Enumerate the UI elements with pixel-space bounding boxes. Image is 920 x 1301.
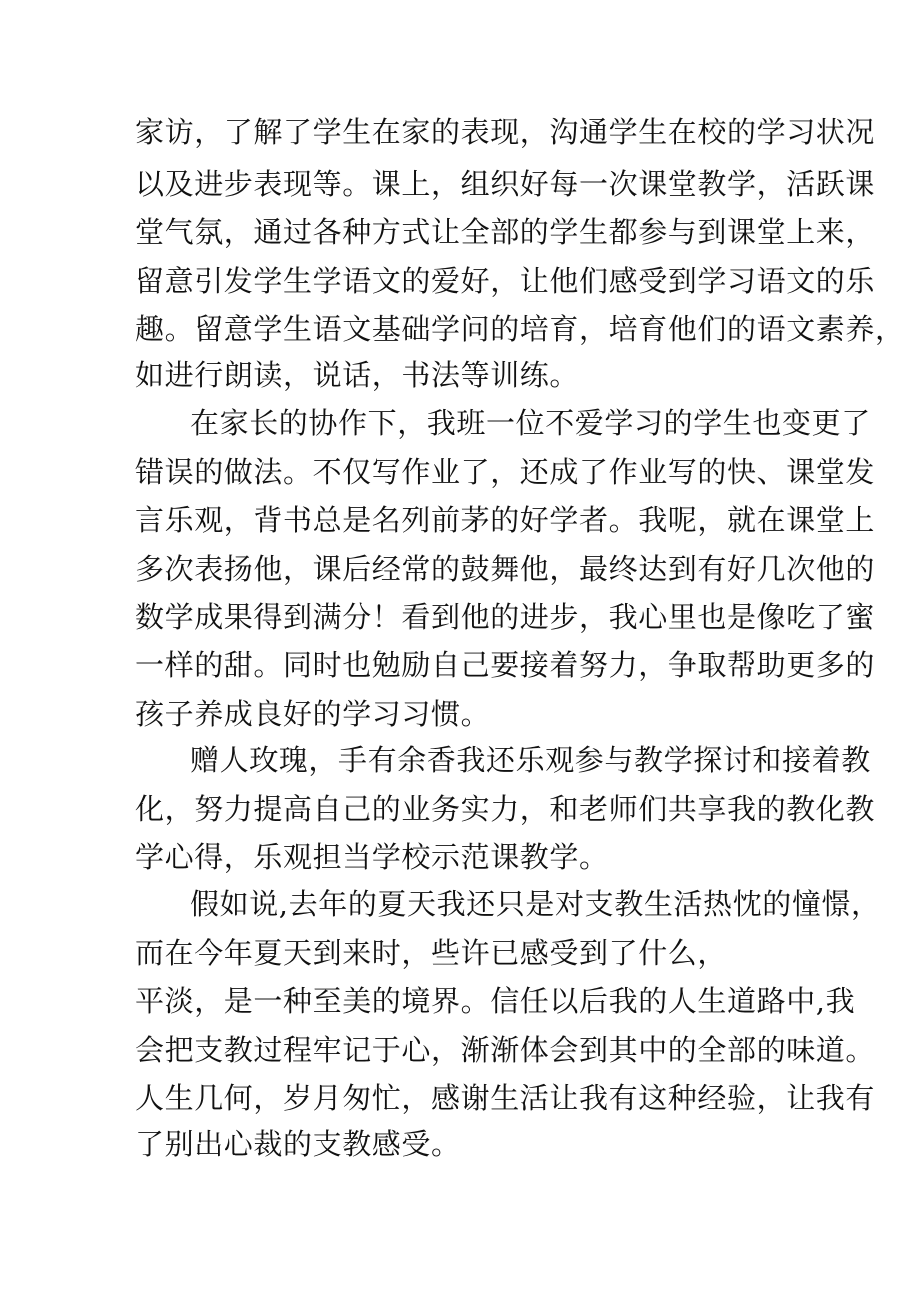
text-line: 而在今年夏天到来时，些许已感受到了什么，: [135, 936, 728, 970]
text-line: 数学成果得到满分！看到他的进步，我心里也是像吃了蜜: [135, 600, 876, 634]
paragraph-first-line: 在家长的协作下，我班一位不爱学习的学生也变更了: [190, 406, 871, 440]
text-line: 化，努力提高自己的业务实力，和老师们共享我的教化教: [135, 792, 876, 826]
text-line: 一样的甜。同时也勉励自己要接着努力，争取帮助更多的: [135, 648, 876, 682]
text-line: 留意引发学生学语文的爱好，让他们感受到学习语文的乐: [135, 264, 876, 298]
text-line: 以及进步表现等。课上，组织好每一次课堂教学，活跃课: [135, 167, 876, 201]
text-line: 堂气氛，通过各种方式让全部的学生都参与到课堂上来，: [135, 215, 876, 249]
paragraph-first-line: 假如说,去年的夏天我还只是对支教生活热忱的憧憬，: [190, 887, 881, 921]
text-line: 错误的做法。不仅写作业了，还成了作业写的快、课堂发: [135, 455, 876, 489]
text-line: 会把支教过程牢记于心，渐渐体会到其中的全部的味道。: [135, 1033, 876, 1067]
text-line: 如进行朗读，说话，书法等训练。: [135, 358, 580, 392]
paragraph-first-line: 赠人玫瑰，手有余香我还乐观参与教学探讨和接着教: [190, 743, 871, 777]
text-line: 了别出心裁的支教感受。: [135, 1127, 461, 1161]
text-line: 人生几何，岁月匆忙，感谢生活让我有这种经验，让我有: [135, 1081, 876, 1115]
text-line: 家访，了解了学生在家的表现，沟通学生在校的学习状况: [135, 115, 876, 149]
text-line: 平淡，是一种至美的境界。信任以后我的人生道路中,我: [135, 984, 856, 1018]
text-line: 趣。留意学生语文基础学问的培育，培育他们的语文素养，: [135, 312, 905, 346]
text-line: 言乐观，背书总是名列前茅的好学者。我呢，就在课堂上: [135, 503, 876, 537]
text-line: 多次表扬他，课后经常的鼓舞他，最终达到有好几次他的: [135, 552, 876, 586]
text-line: 孩子养成良好的学习习惯。: [135, 697, 491, 731]
text-line: 学心得，乐观担当学校示范课教学。: [135, 840, 609, 874]
